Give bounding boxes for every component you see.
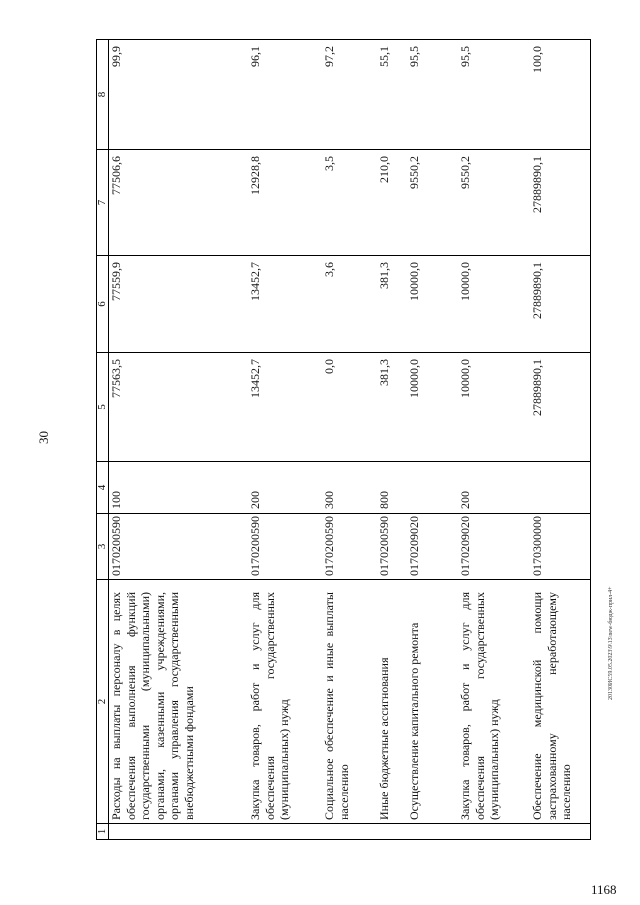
row-number-cell	[456, 824, 528, 840]
header-row	[97, 40, 109, 840]
percent-cell: 95,5	[456, 40, 528, 150]
value-col7-cell: 12928,8	[246, 150, 320, 256]
expense-type-cell	[405, 462, 456, 514]
value-col5-cell: 381,3	[375, 353, 405, 462]
row-number-cell	[246, 824, 320, 840]
col-header-2: 2	[97, 580, 109, 824]
value-col6-cell: 3,6	[320, 256, 375, 353]
expense-type-cell: 800	[375, 462, 405, 514]
value-col6-cell: 381,3	[375, 256, 405, 353]
target-code-cell: 0170300000	[528, 514, 591, 580]
target-code-cell: 0170200590	[320, 514, 375, 580]
expense-type-cell: 200	[246, 462, 320, 514]
expense-type-cell	[528, 462, 591, 514]
target-code-cell: 0170200590	[246, 514, 320, 580]
value-col7-cell: 9550,2	[456, 150, 528, 256]
description-cell: Закупка товаров, работ и услуг для обеспечения государственных (муниципальных) нужд	[456, 580, 528, 824]
row-number-cell	[320, 824, 375, 840]
col-header-6: 6	[97, 256, 109, 353]
col-header-3: 3	[97, 514, 109, 580]
value-col6-cell: 10000,0	[405, 256, 456, 353]
value-col7-cell: 210,0	[375, 150, 405, 256]
value-col6-cell: 10000,0	[456, 256, 528, 353]
table-row	[246, 40, 320, 840]
row-number-cell	[375, 824, 405, 840]
table-row	[375, 40, 405, 840]
description-cell: Иные бюджетные ассигнования	[375, 580, 405, 824]
value-col6-cell: 27889890,1	[528, 256, 591, 353]
table-row	[320, 40, 375, 840]
percent-cell: 97,2	[320, 40, 375, 150]
page-number-bottom: 1168	[591, 882, 617, 897]
percent-cell: 95,5	[405, 40, 456, 150]
row-number-cell	[528, 824, 591, 840]
file-code: 20130ИC59.05.2023\9\13\new-бюдж-прил-4+	[608, 586, 614, 700]
expense-type-cell: 200	[456, 462, 528, 514]
percent-cell: 96,1	[246, 40, 320, 150]
row-number-cell	[405, 824, 456, 840]
col-header-1: 1	[97, 824, 109, 840]
value-col7-cell: 77506,6	[109, 150, 247, 256]
value-col5-cell: 27889890,1	[528, 353, 591, 462]
col-header-8: 8	[97, 40, 109, 150]
table-row	[109, 40, 247, 840]
value-col6-cell: 77559,9	[109, 256, 247, 353]
description-cell: Обеспечение медицинской помощи застрахованному неработающему населению	[528, 580, 591, 824]
percent-cell: 100,0	[528, 40, 591, 150]
budget-table-container	[96, 40, 616, 840]
col-header-4: 4	[97, 462, 109, 514]
target-code-cell: 0170209020	[456, 514, 528, 580]
value-col5-cell: 77563,5	[109, 353, 247, 462]
percent-cell: 99,9	[109, 40, 247, 150]
value-col5-cell: 10000,0	[456, 353, 528, 462]
row-number-cell	[109, 824, 247, 840]
target-code-cell: 0170200590	[375, 514, 405, 580]
table-row	[456, 40, 528, 840]
value-col7-cell: 27889890,1	[528, 150, 591, 256]
table-row	[528, 40, 591, 840]
description-cell: Осуществление капитального ремонта	[405, 580, 456, 824]
description-cell: Социальное обеспечение и иные выплаты населению	[320, 580, 375, 824]
col-header-5: 5	[97, 353, 109, 462]
description-cell: Расходы на выплаты персоналу в целях обеспечения выполнения функций государственными (муниципальными) органами, казенными учреждениями, органами управления государственными внебюджетными фондами	[109, 580, 247, 824]
target-code-cell: 0170200590	[109, 514, 247, 580]
table-row	[405, 40, 456, 840]
value-col5-cell: 10000,0	[405, 353, 456, 462]
target-code-cell: 0170209020	[405, 514, 456, 580]
budget-table	[96, 39, 591, 840]
value-col7-cell: 9550,2	[405, 150, 456, 256]
page-number-top: 30	[36, 431, 51, 444]
value-col7-cell: 3,5	[320, 150, 375, 256]
expense-type-cell: 300	[320, 462, 375, 514]
col-header-7: 7	[97, 150, 109, 256]
percent-cell: 55,1	[375, 40, 405, 150]
expense-type-cell: 100	[109, 462, 247, 514]
value-col6-cell: 13452,7	[246, 256, 320, 353]
description-cell: Закупка товаров, работ и услуг для обеспечения государственных (муниципальных) нужд	[246, 580, 320, 824]
value-col5-cell: 13452,7	[246, 353, 320, 462]
value-col5-cell: 0,0	[320, 353, 375, 462]
